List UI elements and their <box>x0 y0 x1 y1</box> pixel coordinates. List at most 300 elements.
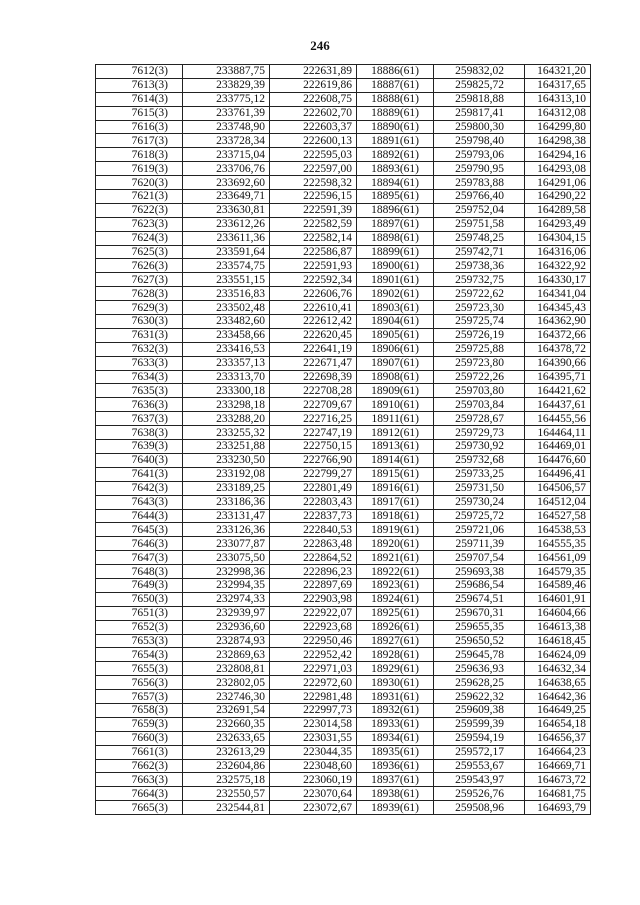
table-cell: 164618,45 <box>525 634 591 648</box>
table-cell: 222952,42 <box>270 648 357 662</box>
table-cell: 7616(3) <box>96 120 183 134</box>
table-cell: 222747,19 <box>270 426 357 440</box>
table-cell: 222923,68 <box>270 620 357 634</box>
table-cell: 233692,60 <box>183 176 270 190</box>
table-cell: 18930(61) <box>357 676 434 690</box>
table-cell: 222592,34 <box>270 273 357 287</box>
table-cell: 259707,54 <box>434 551 525 565</box>
table-cell: 222591,93 <box>270 259 357 273</box>
table-cell: 259733,25 <box>434 467 525 481</box>
table-cell: 7646(3) <box>96 537 183 551</box>
table-cell: 164496,41 <box>525 467 591 481</box>
table-cell: 232939,97 <box>183 606 270 620</box>
table-cell: 222591,39 <box>270 203 357 217</box>
table-cell: 164527,58 <box>525 509 591 523</box>
table-cell: 222972,60 <box>270 676 357 690</box>
table-cell: 18902(61) <box>357 287 434 301</box>
table-cell: 164322,92 <box>525 259 591 273</box>
table-cell: 233611,36 <box>183 231 270 245</box>
table-cell: 232691,54 <box>183 703 270 717</box>
table-cell: 164512,04 <box>525 495 591 509</box>
table-cell: 7624(3) <box>96 231 183 245</box>
table-cell: 222897,69 <box>270 578 357 592</box>
table-cell: 259725,74 <box>434 315 525 329</box>
table-cell: 18932(61) <box>357 703 434 717</box>
table-cell: 7619(3) <box>96 162 183 176</box>
table-cell: 222837,73 <box>270 509 357 523</box>
table-row <box>96 217 591 231</box>
table-cell: 7622(3) <box>96 203 183 217</box>
table-cell: 259594,19 <box>434 731 525 745</box>
table-cell: 233748,90 <box>183 120 270 134</box>
table-cell: 18935(61) <box>357 745 434 759</box>
table-cell: 259818,88 <box>434 92 525 106</box>
table-cell: 259742,71 <box>434 245 525 259</box>
table-cell: 164613,38 <box>525 620 591 634</box>
table-cell: 7662(3) <box>96 759 183 773</box>
table-cell: 233416,53 <box>183 342 270 356</box>
table-cell: 18910(61) <box>357 398 434 412</box>
table-cell: 18890(61) <box>357 120 434 134</box>
table-cell: 222903,98 <box>270 592 357 606</box>
table-cell: 164601,91 <box>525 592 591 606</box>
table-row <box>96 703 591 717</box>
table-cell: 164681,75 <box>525 787 591 801</box>
table-cell: 7655(3) <box>96 662 183 676</box>
table-cell: 7621(3) <box>96 190 183 204</box>
table-cell: 233551,15 <box>183 273 270 287</box>
table-row <box>96 273 591 287</box>
table-cell: 164341,04 <box>525 287 591 301</box>
table-cell: 259723,80 <box>434 356 525 370</box>
table-cell: 18921(61) <box>357 551 434 565</box>
table-cell: 164664,23 <box>525 745 591 759</box>
table-row <box>96 453 591 467</box>
table-row <box>96 356 591 370</box>
table-row <box>96 676 591 690</box>
table-cell: 233186,36 <box>183 495 270 509</box>
table-row <box>96 134 591 148</box>
table-cell: 7625(3) <box>96 245 183 259</box>
table-row <box>96 745 591 759</box>
table-cell: 7652(3) <box>96 620 183 634</box>
table-cell: 233255,32 <box>183 426 270 440</box>
table-cell: 18899(61) <box>357 245 434 259</box>
table-cell: 18907(61) <box>357 356 434 370</box>
table-cell: 7633(3) <box>96 356 183 370</box>
table-cell: 18901(61) <box>357 273 434 287</box>
table-cell: 18888(61) <box>357 92 434 106</box>
table-row <box>96 481 591 495</box>
table-cell: 222631,89 <box>270 65 357 79</box>
table-cell: 222766,90 <box>270 453 357 467</box>
table-cell: 222582,59 <box>270 217 357 231</box>
table-row <box>96 592 591 606</box>
table-cell: 233192,08 <box>183 467 270 481</box>
table-cell: 7643(3) <box>96 495 183 509</box>
table-cell: 259728,67 <box>434 412 525 426</box>
table-cell: 233298,18 <box>183 398 270 412</box>
table-cell: 259725,88 <box>434 342 525 356</box>
table-cell: 232544,81 <box>183 801 270 815</box>
table-cell: 233077,87 <box>183 537 270 551</box>
table-cell: 7650(3) <box>96 592 183 606</box>
table-cell: 7661(3) <box>96 745 183 759</box>
table-cell: 7620(3) <box>96 176 183 190</box>
table-row <box>96 328 591 342</box>
table-cell: 164291,06 <box>525 176 591 190</box>
table-cell: 232994,35 <box>183 578 270 592</box>
table-cell: 164656,37 <box>525 731 591 745</box>
table-cell: 259674,51 <box>434 592 525 606</box>
table-cell: 18922(61) <box>357 565 434 579</box>
table-cell: 259686,54 <box>434 578 525 592</box>
table-cell: 223072,67 <box>270 801 357 815</box>
table-cell: 18913(61) <box>357 440 434 454</box>
table-cell: 232874,93 <box>183 634 270 648</box>
table-cell: 259650,52 <box>434 634 525 648</box>
table-cell: 223014,58 <box>270 717 357 731</box>
table-cell: 233288,20 <box>183 412 270 426</box>
table-cell: 222586,87 <box>270 245 357 259</box>
table-cell: 164642,36 <box>525 690 591 704</box>
table-cell: 233775,12 <box>183 92 270 106</box>
table-cell: 164378,72 <box>525 342 591 356</box>
table-cell: 7638(3) <box>96 426 183 440</box>
table-row <box>96 731 591 745</box>
table-cell: 232575,18 <box>183 773 270 787</box>
table-cell: 259721,06 <box>434 523 525 537</box>
table-cell: 164289,58 <box>525 203 591 217</box>
table-cell: 7639(3) <box>96 440 183 454</box>
table-cell: 7665(3) <box>96 801 183 815</box>
table-row <box>96 565 591 579</box>
table-cell: 259731,50 <box>434 481 525 495</box>
table-cell: 18918(61) <box>357 509 434 523</box>
table-cell: 232802,05 <box>183 676 270 690</box>
table-cell: 18898(61) <box>357 231 434 245</box>
table-cell: 164638,65 <box>525 676 591 690</box>
table-cell: 232633,65 <box>183 731 270 745</box>
table-row <box>96 662 591 676</box>
table-cell: 7642(3) <box>96 481 183 495</box>
table-cell: 233630,81 <box>183 203 270 217</box>
table-cell: 222610,41 <box>270 301 357 315</box>
table-cell: 223044,35 <box>270 745 357 759</box>
table-cell: 259730,24 <box>434 495 525 509</box>
table-cell: 18891(61) <box>357 134 434 148</box>
table-row <box>96 287 591 301</box>
table-cell: 259825,72 <box>434 78 525 92</box>
table-cell: 18908(61) <box>357 370 434 384</box>
table-cell: 222596,15 <box>270 190 357 204</box>
table-cell: 164316,06 <box>525 245 591 259</box>
table-cell: 164624,09 <box>525 648 591 662</box>
table-cell: 7647(3) <box>96 551 183 565</box>
table-cell: 232613,29 <box>183 745 270 759</box>
table-cell: 7634(3) <box>96 370 183 384</box>
table-cell: 7659(3) <box>96 717 183 731</box>
table-cell: 18912(61) <box>357 426 434 440</box>
table-cell: 7641(3) <box>96 467 183 481</box>
table-cell: 7623(3) <box>96 217 183 231</box>
table-row <box>96 495 591 509</box>
table-cell: 7615(3) <box>96 106 183 120</box>
table-cell: 18934(61) <box>357 731 434 745</box>
table-cell: 164455,56 <box>525 412 591 426</box>
table-cell: 233230,50 <box>183 453 270 467</box>
table-cell: 164561,09 <box>525 551 591 565</box>
table-cell: 164579,35 <box>525 565 591 579</box>
table-row <box>96 148 591 162</box>
table-cell: 233075,50 <box>183 551 270 565</box>
table-cell: 259832,02 <box>434 65 525 79</box>
table-cell: 222698,39 <box>270 370 357 384</box>
table-row <box>96 787 591 801</box>
table-cell: 223070,64 <box>270 787 357 801</box>
table-cell: 233574,75 <box>183 259 270 273</box>
table-cell: 164312,08 <box>525 106 591 120</box>
table-cell: 18917(61) <box>357 495 434 509</box>
table-cell: 7660(3) <box>96 731 183 745</box>
table-cell: 259738,36 <box>434 259 525 273</box>
table-cell: 222603,37 <box>270 120 357 134</box>
table-cell: 222595,03 <box>270 148 357 162</box>
table-cell: 7631(3) <box>96 328 183 342</box>
table-cell: 223048,60 <box>270 759 357 773</box>
table-cell: 233251,88 <box>183 440 270 454</box>
table-cell: 7640(3) <box>96 453 183 467</box>
table-cell: 259645,78 <box>434 648 525 662</box>
table-cell: 18895(61) <box>357 190 434 204</box>
table-cell: 7637(3) <box>96 412 183 426</box>
table-cell: 232604,86 <box>183 759 270 773</box>
table-cell: 259526,76 <box>434 787 525 801</box>
table-cell: 18938(61) <box>357 787 434 801</box>
table-cell: 233612,26 <box>183 217 270 231</box>
table-cell: 222598,32 <box>270 176 357 190</box>
table-cell: 7649(3) <box>96 578 183 592</box>
table-cell: 164313,10 <box>525 92 591 106</box>
table-cell: 18915(61) <box>357 467 434 481</box>
table-row <box>96 606 591 620</box>
table-row <box>96 440 591 454</box>
table-cell: 259800,30 <box>434 120 525 134</box>
table-row <box>96 231 591 245</box>
table-row <box>96 412 591 426</box>
table-cell: 232936,60 <box>183 620 270 634</box>
table-cell: 164293,08 <box>525 162 591 176</box>
table-cell: 232746,30 <box>183 690 270 704</box>
table-cell: 18900(61) <box>357 259 434 273</box>
table-cell: 7632(3) <box>96 342 183 356</box>
table-cell: 164321,20 <box>525 65 591 79</box>
table-cell: 222600,13 <box>270 134 357 148</box>
table-cell: 223060,19 <box>270 773 357 787</box>
table-row <box>96 259 591 273</box>
table-row <box>96 190 591 204</box>
table-cell: 222597,00 <box>270 162 357 176</box>
table-cell: 7648(3) <box>96 565 183 579</box>
table-row <box>96 426 591 440</box>
table-cell: 164464,11 <box>525 426 591 440</box>
table-cell: 233829,39 <box>183 78 270 92</box>
table-row <box>96 578 591 592</box>
table-row <box>96 648 591 662</box>
table-cell: 222582,14 <box>270 231 357 245</box>
table-cell: 164372,66 <box>525 328 591 342</box>
table-cell: 233516,83 <box>183 287 270 301</box>
table-cell: 164669,71 <box>525 759 591 773</box>
table-cell: 259725,72 <box>434 509 525 523</box>
table-cell: 164345,43 <box>525 301 591 315</box>
table-cell: 164589,46 <box>525 578 591 592</box>
table-cell: 18928(61) <box>357 648 434 662</box>
table-cell: 259732,75 <box>434 273 525 287</box>
table-cell: 259543,97 <box>434 773 525 787</box>
table-cell: 222641,19 <box>270 342 357 356</box>
table-cell: 233761,39 <box>183 106 270 120</box>
table-cell: 233189,25 <box>183 481 270 495</box>
table-cell: 259599,39 <box>434 717 525 731</box>
table-cell: 7654(3) <box>96 648 183 662</box>
table-cell: 259732,68 <box>434 453 525 467</box>
table-cell: 18887(61) <box>357 78 434 92</box>
table-cell: 259703,80 <box>434 384 525 398</box>
table-cell: 222997,73 <box>270 703 357 717</box>
table-cell: 18914(61) <box>357 453 434 467</box>
table-cell: 222981,48 <box>270 690 357 704</box>
table-cell: 259636,93 <box>434 662 525 676</box>
table-cell: 18936(61) <box>357 759 434 773</box>
table-cell: 222709,67 <box>270 398 357 412</box>
table-cell: 222608,75 <box>270 92 357 106</box>
table-cell: 233715,04 <box>183 148 270 162</box>
table-cell: 233591,64 <box>183 245 270 259</box>
table-row <box>96 801 591 815</box>
table-cell: 259711,39 <box>434 537 525 551</box>
table-cell: 18920(61) <box>357 537 434 551</box>
table-row <box>96 717 591 731</box>
table-cell: 7635(3) <box>96 384 183 398</box>
table-cell: 18904(61) <box>357 315 434 329</box>
table-cell: 232869,63 <box>183 648 270 662</box>
table-cell: 222801,49 <box>270 481 357 495</box>
table-cell: 259752,04 <box>434 203 525 217</box>
table-cell: 259508,96 <box>434 801 525 815</box>
table-row <box>96 301 591 315</box>
table-cell: 7657(3) <box>96 690 183 704</box>
table-row <box>96 759 591 773</box>
table-row <box>96 162 591 176</box>
table-cell: 233458,66 <box>183 328 270 342</box>
table-cell: 222896,23 <box>270 565 357 579</box>
table-cell: 18886(61) <box>357 65 434 79</box>
table-cell: 222716,25 <box>270 412 357 426</box>
table-cell: 18927(61) <box>357 634 434 648</box>
table-cell: 7644(3) <box>96 509 183 523</box>
table-cell: 222671,47 <box>270 356 357 370</box>
table-cell: 222803,43 <box>270 495 357 509</box>
table-cell: 232974,33 <box>183 592 270 606</box>
table-cell: 164437,61 <box>525 398 591 412</box>
table-cell: 259748,25 <box>434 231 525 245</box>
table-cell: 164469,01 <box>525 440 591 454</box>
table-cell: 259730,92 <box>434 440 525 454</box>
table-cell: 222602,70 <box>270 106 357 120</box>
table-cell: 7656(3) <box>96 676 183 690</box>
table-cell: 222840,53 <box>270 523 357 537</box>
table-row <box>96 467 591 481</box>
table-cell: 232660,35 <box>183 717 270 731</box>
table-cell: 164317,65 <box>525 78 591 92</box>
table-cell: 164390,66 <box>525 356 591 370</box>
table-cell: 222750,15 <box>270 440 357 454</box>
table-cell: 164654,18 <box>525 717 591 731</box>
table-cell: 18911(61) <box>357 412 434 426</box>
table-cell: 18897(61) <box>357 217 434 231</box>
table-cell: 259553,67 <box>434 759 525 773</box>
table-cell: 164395,71 <box>525 370 591 384</box>
table-row <box>96 551 591 565</box>
table-cell: 164421,62 <box>525 384 591 398</box>
table-row <box>96 203 591 217</box>
table-cell: 164632,34 <box>525 662 591 676</box>
page-number: 246 <box>310 38 330 53</box>
table-row <box>96 106 591 120</box>
table-cell: 259722,26 <box>434 370 525 384</box>
table-cell: 164298,38 <box>525 134 591 148</box>
table-cell: 18937(61) <box>357 773 434 787</box>
coordinates-table <box>95 64 591 815</box>
table-cell: 164538,53 <box>525 523 591 537</box>
table-cell: 233482,60 <box>183 315 270 329</box>
table-row <box>96 523 591 537</box>
table-cell: 164362,90 <box>525 315 591 329</box>
table-row <box>96 342 591 356</box>
table-row <box>96 537 591 551</box>
table-row <box>96 176 591 190</box>
table-cell: 7627(3) <box>96 273 183 287</box>
table-row <box>96 620 591 634</box>
table-cell: 18931(61) <box>357 690 434 704</box>
table-cell: 18906(61) <box>357 342 434 356</box>
table-cell: 7612(3) <box>96 65 183 79</box>
table-cell: 233126,36 <box>183 523 270 537</box>
table-cell: 222619,86 <box>270 78 357 92</box>
table-cell: 164555,35 <box>525 537 591 551</box>
table-cell: 259723,30 <box>434 301 525 315</box>
table-cell: 18896(61) <box>357 203 434 217</box>
table-cell: 232550,57 <box>183 787 270 801</box>
table-cell: 164476,60 <box>525 453 591 467</box>
table-cell: 18926(61) <box>357 620 434 634</box>
table-cell: 18893(61) <box>357 162 434 176</box>
table-cell: 18933(61) <box>357 717 434 731</box>
table-cell: 164649,25 <box>525 703 591 717</box>
table-cell: 259817,41 <box>434 106 525 120</box>
table-cell: 164506,57 <box>525 481 591 495</box>
table-cell: 7645(3) <box>96 523 183 537</box>
table-row <box>96 315 591 329</box>
table-cell: 259790,95 <box>434 162 525 176</box>
table-cell: 222620,45 <box>270 328 357 342</box>
table-cell: 233131,47 <box>183 509 270 523</box>
table-cell: 164290,22 <box>525 190 591 204</box>
table-cell: 164294,16 <box>525 148 591 162</box>
table-cell: 18894(61) <box>357 176 434 190</box>
table-cell: 7664(3) <box>96 787 183 801</box>
